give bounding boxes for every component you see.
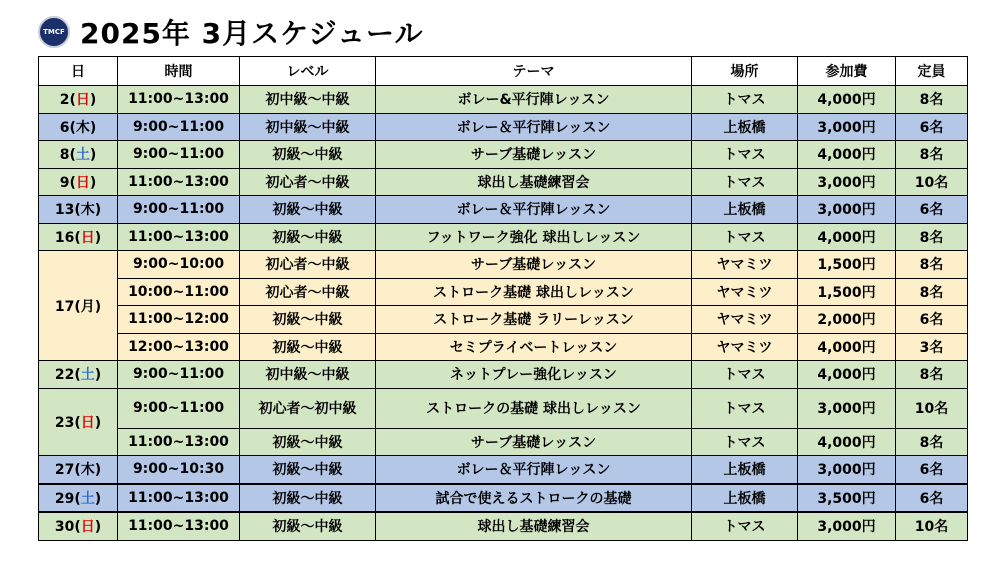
theme-cell: ストロークの基礎 球出しレッスン [376,388,692,428]
place-cell: トマス [692,86,798,114]
table-row [39,333,968,361]
weekday: 木 [80,202,95,219]
page-header [38,12,423,52]
fee-cell: 4,000円 [798,223,896,251]
place-cell: トマス [692,361,798,389]
paren-open: ( [69,174,76,191]
level-cell: 初心者～中級 [240,251,376,279]
theme-cell: ボレー＆平行陣レッスン [376,456,692,484]
schedule-table [38,56,968,541]
paren-open: ( [74,229,81,246]
date-day: 23 [54,414,75,431]
paren-close: ) [89,147,97,164]
date-cell [39,223,118,251]
place-cell: ヤマミツ [692,278,798,306]
weekday: 日 [80,229,95,246]
time-cell: 11:00~13:00 [118,484,240,513]
date-day: 9 [59,174,70,191]
theme-cell: ボレー&平行陣レッスン [376,86,692,114]
fee-cell: 3,000円 [798,512,896,540]
club-logo-icon [38,16,70,48]
table-row [39,86,968,114]
level-cell: 初級～中級 [240,428,376,456]
table-header-row [39,57,968,86]
theme-cell: ボレー＆平行陣レッスン [376,113,692,141]
level-cell: 初級～中級 [240,196,376,224]
time-cell: 11:00~13:00 [118,86,240,114]
weekday: 日 [80,519,95,536]
table-row [39,141,968,169]
theme-cell: サーブ基礎レッスン [376,141,692,169]
table-row [39,306,968,334]
fee-cell: 4,000円 [798,141,896,169]
cap-cell: 6名 [896,456,968,484]
place-cell: ヤマミツ [692,251,798,279]
fee-cell: 3,000円 [798,113,896,141]
date-day: 6 [59,119,70,136]
date-cell [39,113,118,141]
theme-cell: 球出し基礎練習会 [376,512,692,540]
time-cell: 9:00~11:00 [118,141,240,169]
level-cell: 初中級～中級 [240,113,376,141]
fee-cell: 3,000円 [798,196,896,224]
paren-open: ( [74,202,81,219]
time-cell: 11:00~13:00 [118,512,240,540]
time-cell: 9:00~10:00 [118,251,240,279]
place-cell: ヤマミツ [692,306,798,334]
time-cell: 11:00~12:00 [118,306,240,334]
table-row [39,251,968,279]
paren-open: ( [69,119,76,136]
theme-cell: ストローク基礎 ラリーレッスン [376,306,692,334]
cap-cell: 6名 [896,196,968,224]
table-row [39,223,968,251]
paren-close: ) [94,414,102,431]
table-row [39,484,968,513]
theme-cell: 試合で使えるストロークの基礎 [376,484,692,513]
date-day: 17 [54,298,75,315]
level-cell: 初級～中級 [240,306,376,334]
level-cell: 初心者～中級 [240,168,376,196]
paren-open: ( [74,519,81,536]
paren-close: ) [94,202,102,219]
page-title: 2025年 3月スケジュール [80,17,424,50]
time-cell: 12:00~13:00 [118,333,240,361]
time-cell: 11:00~13:00 [118,428,240,456]
date-cell [39,196,118,224]
time-cell: 9:00~11:00 [118,196,240,224]
paren-open: ( [74,414,81,431]
table-row [39,361,968,389]
level-cell: 初中級～中級 [240,361,376,389]
time-cell: 10:00~11:00 [118,278,240,306]
fee-cell: 4,000円 [798,361,896,389]
table-row [39,196,968,224]
weekday: 土 [75,147,90,164]
paren-close: ) [94,462,102,479]
date-cell [39,388,118,456]
cap-cell: 8名 [896,251,968,279]
weekday: 土 [80,490,95,507]
table-row [39,168,968,196]
paren-open: ( [74,298,81,315]
cap-cell: 3名 [896,333,968,361]
theme-cell: サーブ基礎レッスン [376,251,692,279]
paren-close: ) [89,92,97,109]
fee-cell: 1,500円 [798,251,896,279]
table-row [39,278,968,306]
weekday: 木 [80,462,95,479]
level-cell: 初心者～中級 [240,278,376,306]
level-cell: 初級～中級 [240,456,376,484]
cap-cell: 8名 [896,428,968,456]
column-header: 場所 [692,57,798,86]
weekday: 日 [75,174,90,191]
paren-open: ( [69,147,76,164]
weekday: 日 [80,414,95,431]
weekday: 月 [80,298,95,315]
place-cell: トマス [692,223,798,251]
time-cell: 9:00~11:00 [118,113,240,141]
place-cell: 上板橋 [692,113,798,141]
date-cell [39,86,118,114]
theme-cell: フットワーク強化 球出しレッスン [376,223,692,251]
place-cell: 上板橋 [692,196,798,224]
date-cell [39,361,118,389]
place-cell: トマス [692,428,798,456]
cap-cell: 10名 [896,512,968,540]
paren-close: ) [94,490,102,507]
date-cell [39,251,118,361]
level-cell: 初級～中級 [240,141,376,169]
table-row [39,512,968,540]
logo-text: TMCF [43,28,65,36]
level-cell: 初中級～中級 [240,86,376,114]
fee-cell: 3,000円 [798,456,896,484]
date-day: 29 [54,490,75,507]
fee-cell: 2,000円 [798,306,896,334]
level-cell: 初級～中級 [240,223,376,251]
column-header: 参加費 [798,57,896,86]
fee-cell: 4,000円 [798,86,896,114]
paren-close: ) [94,298,102,315]
fee-cell: 3,500円 [798,484,896,513]
place-cell: トマス [692,388,798,428]
cap-cell: 8名 [896,278,968,306]
paren-close: ) [94,367,102,384]
time-cell: 11:00~13:00 [118,223,240,251]
fee-cell: 3,000円 [798,168,896,196]
column-header: 時間 [118,57,240,86]
column-header: テーマ [376,57,692,86]
column-header: 定員 [896,57,968,86]
fee-cell: 4,000円 [798,428,896,456]
cap-cell: 6名 [896,484,968,513]
level-cell: 初級～中級 [240,484,376,513]
table-row [39,456,968,484]
place-cell: トマス [692,512,798,540]
place-cell: トマス [692,141,798,169]
cap-cell: 6名 [896,113,968,141]
cap-cell: 10名 [896,388,968,428]
theme-cell: ボレー＆平行陣レッスン [376,196,692,224]
fee-cell: 1,500円 [798,278,896,306]
theme-cell: ネットプレー強化レッスン [376,361,692,389]
column-header: レベル [240,57,376,86]
table-row [39,113,968,141]
paren-close: ) [94,229,102,246]
date-day: 30 [54,519,75,536]
cap-cell: 8名 [896,86,968,114]
paren-close: ) [94,519,102,536]
theme-cell: ストローク基礎 球出しレッスン [376,278,692,306]
date-cell [39,456,118,484]
level-cell: 初級～中級 [240,512,376,540]
fee-cell: 3,000円 [798,388,896,428]
date-cell [39,484,118,513]
paren-close: ) [89,119,97,136]
cap-cell: 8名 [896,141,968,169]
date-day: 27 [54,462,75,479]
time-cell: 9:00~10:30 [118,456,240,484]
date-day: 22 [54,367,75,384]
date-day: 2 [59,92,70,109]
paren-open: ( [74,462,81,479]
time-cell: 11:00~13:00 [118,168,240,196]
date-day: 8 [59,147,70,164]
theme-cell: サーブ基礎レッスン [376,428,692,456]
time-cell: 9:00~11:00 [118,388,240,428]
time-cell: 9:00~11:00 [118,361,240,389]
date-cell [39,512,118,540]
weekday: 木 [75,119,90,136]
place-cell: 上板橋 [692,484,798,513]
level-cell: 初心者～初中級 [240,388,376,428]
paren-close: ) [89,174,97,191]
date-day: 16 [54,229,75,246]
level-cell: 初級～中級 [240,333,376,361]
weekday: 日 [75,92,90,109]
paren-open: ( [74,490,81,507]
table-row [39,428,968,456]
place-cell: ヤマミツ [692,333,798,361]
place-cell: トマス [692,168,798,196]
weekday: 土 [80,367,95,384]
theme-cell: セミプライベートレッスン [376,333,692,361]
table-row [39,388,968,428]
cap-cell: 8名 [896,361,968,389]
cap-cell: 10名 [896,168,968,196]
cap-cell: 6名 [896,306,968,334]
paren-open: ( [69,92,76,109]
place-cell: 上板橋 [692,456,798,484]
cap-cell: 8名 [896,223,968,251]
date-day: 13 [54,202,75,219]
date-cell [39,168,118,196]
fee-cell: 4,000円 [798,333,896,361]
paren-open: ( [74,367,81,384]
theme-cell: 球出し基礎練習会 [376,168,692,196]
date-cell [39,141,118,169]
column-header: 日 [39,57,118,86]
